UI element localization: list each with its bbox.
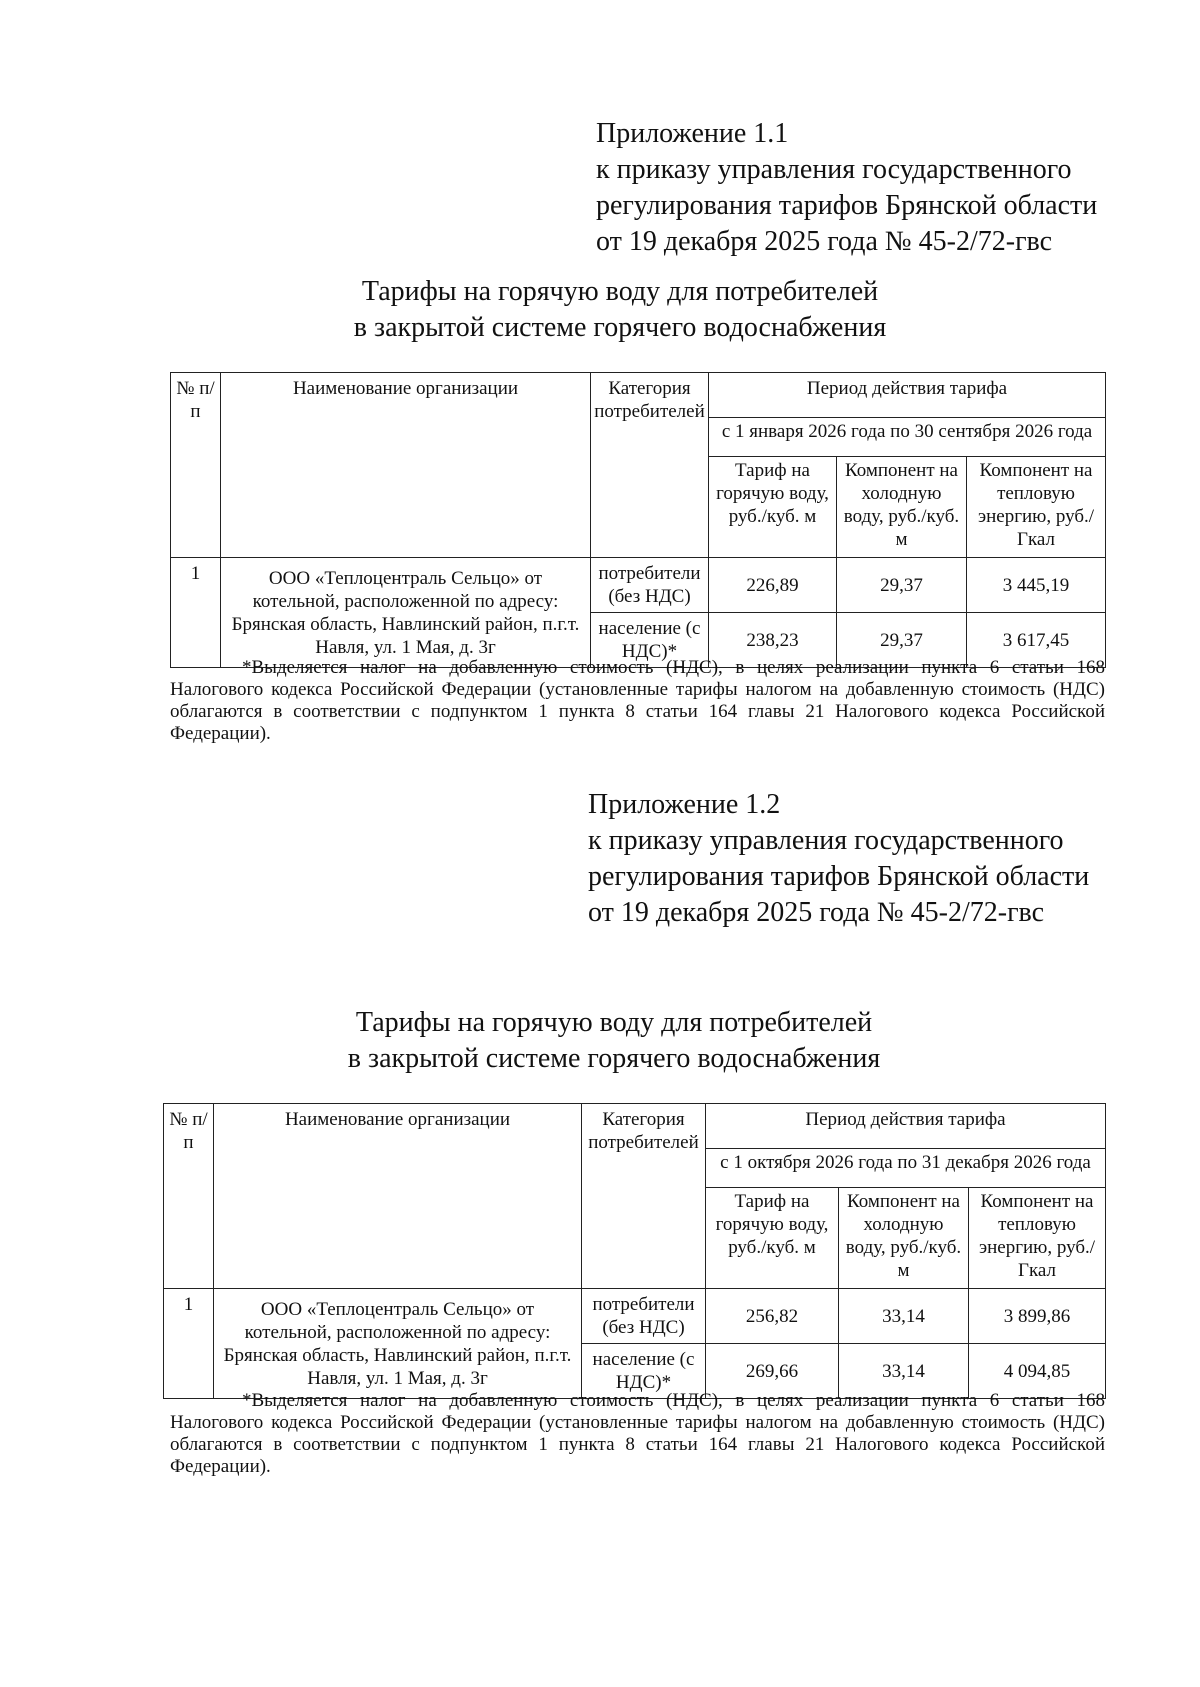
appendix-number: Приложение 1.1: [596, 118, 789, 149]
header-period: с 1 января 2026 года по 30 сентября 2026 года: [709, 418, 1106, 457]
header-org: Наименование организации: [214, 1104, 582, 1289]
header-tariff: Тариф на горячую воду, руб./куб. м: [709, 457, 837, 558]
appendix-header: [596, 116, 1097, 260]
header-tariff: Тариф на горячую воду, руб./куб. м: [706, 1188, 839, 1289]
title-line-1: Тарифы на горячую воду для потребителей: [355, 1007, 873, 1038]
tariff-value: 256,82: [706, 1289, 839, 1344]
footnote-text: *Выделяется налог на добавленную стоимость (НДС), в целях реализации пункта 6 статьи 168 Налогового кодекса Российской Федерации (установленные тарифы налогом на добавленную стоимость (НДС) облагаются в соответствии с подпунктом 1 пункта 8 статьи 164 главы 21 Налогового кодекса Российской Федерации).: [170, 1390, 1105, 1477]
org-name: ООО «Теплоцентраль Сельцо» от котельной, расположенной по адресу: Брянская область, Навлинский район, п.г.т. Навля, ул. 1 Мая, д. 3г: [214, 1289, 582, 1399]
cold-value: 29,37: [837, 613, 967, 668]
cold-value: 33,14: [839, 1344, 969, 1399]
footnote-text: *Выделяется налог на добавленную стоимость (НДС), в целях реализации пункта 6 статьи 168 Налогового кодекса Российской Федерации (установленные тарифы налогом на добавленную стоимость (НДС) облагаются в соответствии с подпунктом 1 пункта 8 статьи 164 главы 21 Налогового кодекса Российской Федерации).: [170, 657, 1105, 744]
vat-footnote: [170, 657, 1105, 745]
vat-footnote: [170, 1390, 1105, 1478]
table-row: [164, 1289, 1106, 1344]
tariff-table: [170, 372, 1106, 668]
appendix-order-line: к приказу управления государственного: [588, 825, 1064, 856]
appendix-authority-line: регулирования тарифов Брянской области: [588, 861, 1090, 892]
title-line-1: Тарифы на горячую воду для потребителей: [361, 276, 879, 307]
heat-value: 3 617,45: [967, 613, 1106, 668]
category-cell: население (с НДС)*: [591, 613, 709, 668]
appendix-order-line: к приказу управления государственного: [596, 154, 1072, 185]
heat-value: 4 094,85: [969, 1344, 1106, 1399]
header-cold-component: Компонент на холодную воду, руб./куб. м: [837, 457, 967, 558]
header-category: Категория потребителей: [582, 1104, 706, 1289]
header-heat-component: Компонент на тепловую энергию, руб./Гкал: [967, 457, 1106, 558]
header-cold-component: Компонент на холодную воду, руб./куб. м: [839, 1188, 969, 1289]
cold-value: 33,14: [839, 1289, 969, 1344]
tariff-value: 226,89: [709, 558, 837, 613]
header-num: № п/п: [164, 1104, 214, 1289]
heat-value: 3 445,19: [967, 558, 1106, 613]
appendix-date-line: от 19 декабря 2025 года № 45-2/72-гвс: [596, 226, 1053, 257]
tariff-value: 238,23: [709, 613, 837, 668]
heat-value: 3 899,86: [969, 1289, 1106, 1344]
header-category: Категория потребителей: [591, 373, 709, 558]
cold-value: 29,37: [837, 558, 967, 613]
category-cell: потребители (без НДС): [582, 1289, 706, 1344]
header-num: № п/п: [171, 373, 221, 558]
appendix-authority-line: регулирования тарифов Брянской области: [596, 190, 1098, 221]
table-row: [171, 558, 1106, 613]
header-period: с 1 октября 2026 года по 31 декабря 2026 года: [706, 1149, 1106, 1188]
category-cell: население (с НДС)*: [582, 1344, 706, 1399]
header-heat-component: Компонент на тепловую энергию, руб./Гкал: [969, 1188, 1106, 1289]
row-number: 1: [171, 558, 221, 668]
tariff-table: [163, 1103, 1106, 1399]
title-line-2: в закрытой системе горячего водоснабжения: [353, 312, 887, 343]
header-period-group: Период действия тарифа: [709, 373, 1106, 418]
document-title: [300, 274, 940, 346]
org-name: ООО «Теплоцентраль Сельцо» от котельной, расположенной по адресу: Брянская область, Навлинский район, п.г.т. Навля, ул. 1 Мая, д. 3г: [221, 558, 591, 668]
appendix-number: Приложение 1.2: [588, 789, 781, 820]
appendix-date-line: от 19 декабря 2025 года № 45-2/72-гвс: [588, 897, 1045, 928]
title-line-2: в закрытой системе горячего водоснабжения: [347, 1043, 881, 1074]
row-number: 1: [164, 1289, 214, 1399]
appendix-header: [588, 787, 1089, 931]
category-cell: потребители (без НДС): [591, 558, 709, 613]
header-org: Наименование организации: [221, 373, 591, 558]
header-period-group: Период действия тарифа: [706, 1104, 1106, 1149]
tariff-value: 269,66: [706, 1344, 839, 1399]
document-title: [294, 1005, 934, 1077]
